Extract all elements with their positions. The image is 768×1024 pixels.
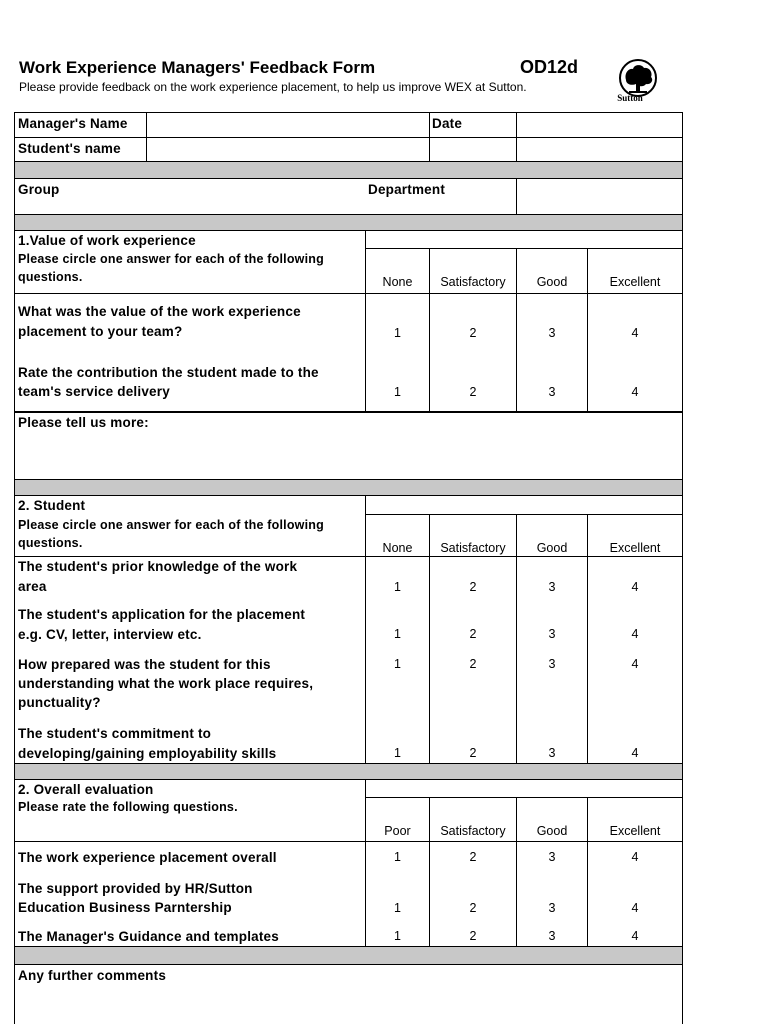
s1-q2-rating-3[interactable]: 3 (548, 385, 556, 399)
s2-q3-rating-3[interactable]: 3 (548, 657, 556, 671)
student-name-extra-field-2[interactable] (517, 138, 682, 161)
s2-question-4-line1: The student's commitment to (18, 726, 212, 741)
s2-q4-rating-3[interactable]: 3 (548, 746, 556, 760)
s3-q3-rating-4[interactable]: 4 (631, 929, 639, 943)
department-field[interactable] (517, 179, 682, 215)
section2-scale-good: Good (536, 541, 568, 555)
rule (14, 495, 683, 496)
s2-question-1-line1: The student's prior knowledge of the work (18, 559, 298, 574)
s1-q1-rating-2[interactable]: 2 (469, 326, 477, 340)
section2-scale-excellent: Excellent (609, 541, 661, 555)
s2-q4-rating-1[interactable]: 1 (394, 746, 401, 760)
s1-q2-rating-4[interactable]: 4 (631, 385, 639, 399)
rule (14, 841, 683, 842)
grey-separator (15, 947, 682, 964)
s1-q1-rating-4[interactable]: 4 (631, 326, 639, 340)
further-comments-label: Any further comments (18, 968, 167, 983)
rule (365, 248, 683, 249)
s2-q2-rating-3[interactable]: 3 (548, 627, 556, 641)
s3-q2-rating-1[interactable]: 1 (394, 901, 401, 915)
section2-title: 2. Student (18, 498, 86, 513)
s2-q1-rating-4[interactable]: 4 (631, 580, 639, 594)
section2-instruction-2: questions. (18, 536, 83, 550)
section3-scale-excellent: Excellent (609, 824, 661, 838)
s2-q1-rating-1[interactable]: 1 (394, 580, 401, 594)
s2-question-4-line2: developing/gaining employability skills (18, 746, 277, 761)
grey-separator (15, 162, 682, 178)
rule (365, 514, 683, 515)
section3-title: 2. Overall evaluation (18, 782, 154, 797)
section2-scale-none: None (382, 541, 413, 555)
rule (516, 797, 517, 946)
s3-question-3-line1: The Manager's Guidance and templates (18, 929, 279, 944)
student-name-label: Student's name (18, 141, 121, 156)
section3-scale-satisfactory: Satisfactory (440, 824, 506, 838)
s1-question-2-line1: Rate the contribution the student made to the (18, 365, 319, 380)
s2-q4-rating-2[interactable]: 2 (469, 746, 477, 760)
manager-name-field[interactable] (147, 113, 429, 137)
s2-question-1-line2: area (18, 579, 47, 594)
s1-question-2-line2: team's service delivery (18, 384, 170, 399)
tell-us-more-field[interactable] (15, 432, 682, 479)
form-code: OD12d (520, 57, 579, 77)
section2-instruction-1: Please circle one answer for each of the following (18, 518, 324, 532)
s1-q2-rating-1[interactable]: 1 (394, 385, 401, 399)
s1-q2-rating-2[interactable]: 2 (469, 385, 477, 399)
grey-separator (15, 764, 682, 779)
s3-q3-rating-2[interactable]: 2 (469, 929, 477, 943)
s2-q2-rating-2[interactable]: 2 (469, 627, 477, 641)
section1-scale-none: None (382, 275, 413, 289)
date-field[interactable] (517, 113, 682, 137)
s3-question-2-line2: Education Business Parntership (18, 900, 232, 915)
section3-scale-poor: Poor (384, 824, 411, 838)
logo-caption: Sutton (617, 93, 643, 103)
s2-q3-rating-4[interactable]: 4 (631, 657, 639, 671)
s3-q3-rating-1[interactable]: 1 (394, 929, 401, 943)
s3-q2-rating-2[interactable]: 2 (469, 901, 477, 915)
further-comments-field[interactable] (15, 986, 682, 1024)
section1-instruction-1: Please circle one answer for each of the following (18, 252, 324, 266)
s3-question-1-line1: The work experience placement overall (18, 850, 277, 865)
s2-q3-rating-2[interactable]: 2 (469, 657, 477, 671)
s3-q3-rating-3[interactable]: 3 (548, 929, 556, 943)
frame-left (14, 112, 15, 1024)
s3-q2-rating-3[interactable]: 3 (548, 901, 556, 915)
s1-question-1-line2: placement to your team? (18, 324, 183, 339)
rule (14, 964, 683, 965)
s2-q4-rating-4[interactable]: 4 (631, 746, 639, 760)
student-name-extra-field[interactable] (430, 138, 516, 161)
s1-q1-rating-1[interactable]: 1 (394, 326, 401, 340)
s3-q1-rating-4[interactable]: 4 (631, 850, 639, 864)
s3-q1-rating-2[interactable]: 2 (469, 850, 477, 864)
section1-instruction-2: questions. (18, 270, 83, 284)
form-title: Work Experience Managers' Feedback Form (19, 58, 376, 77)
tell-us-more-label: Please tell us more: (18, 415, 149, 430)
s2-question-2-line2: e.g. CV, letter, interview etc. (18, 627, 202, 642)
s2-q2-rating-4[interactable]: 4 (631, 627, 639, 641)
section2-scale-satisfactory: Satisfactory (440, 541, 506, 555)
s2-q2-rating-1[interactable]: 1 (394, 627, 401, 641)
s3-question-2-line1: The support provided by HR/Sutton (18, 881, 253, 896)
section1-scale-excellent: Excellent (609, 275, 661, 289)
manager-name-label: Manager's Name (18, 116, 128, 131)
section1-title: 1.Value of work experience (18, 233, 196, 248)
section3-scale-good: Good (536, 824, 568, 838)
rule (429, 797, 430, 946)
section3-instruction: Please rate the following questions. (18, 800, 238, 814)
s2-question-3-line2: understanding what the work place requires, (18, 676, 314, 691)
rule (365, 797, 683, 798)
grey-separator (15, 215, 682, 230)
s2-q1-rating-2[interactable]: 2 (469, 580, 477, 594)
grey-separator (15, 480, 682, 495)
s2-q1-rating-3[interactable]: 3 (548, 580, 556, 594)
s2-question-3-line1: How prepared was the student for this (18, 657, 271, 672)
s2-question-3-line3: punctuality? (18, 695, 101, 710)
section1-scale-good: Good (536, 275, 568, 289)
s3-q1-rating-1[interactable]: 1 (394, 850, 401, 864)
section1-scale-satisfactory: Satisfactory (440, 275, 506, 289)
s1-question-1-line1: What was the value of the work experience (18, 304, 301, 319)
rule (587, 797, 588, 946)
s3-q2-rating-4[interactable]: 4 (631, 901, 639, 915)
s3-q1-rating-3[interactable]: 3 (548, 850, 556, 864)
group-label: Group (18, 182, 60, 197)
date-label: Date (432, 116, 463, 131)
s2-q3-rating-1[interactable]: 1 (394, 657, 401, 671)
department-label: Department (368, 182, 446, 197)
student-name-field[interactable] (147, 138, 429, 161)
rule (14, 293, 683, 294)
form-subtitle: Please provide feedback on the work experience placement, to help us improve WEX at Sutton. (19, 80, 527, 94)
s1-q1-rating-3[interactable]: 3 (548, 326, 556, 340)
s2-question-2-line1: The student's application for the placement (18, 607, 306, 622)
